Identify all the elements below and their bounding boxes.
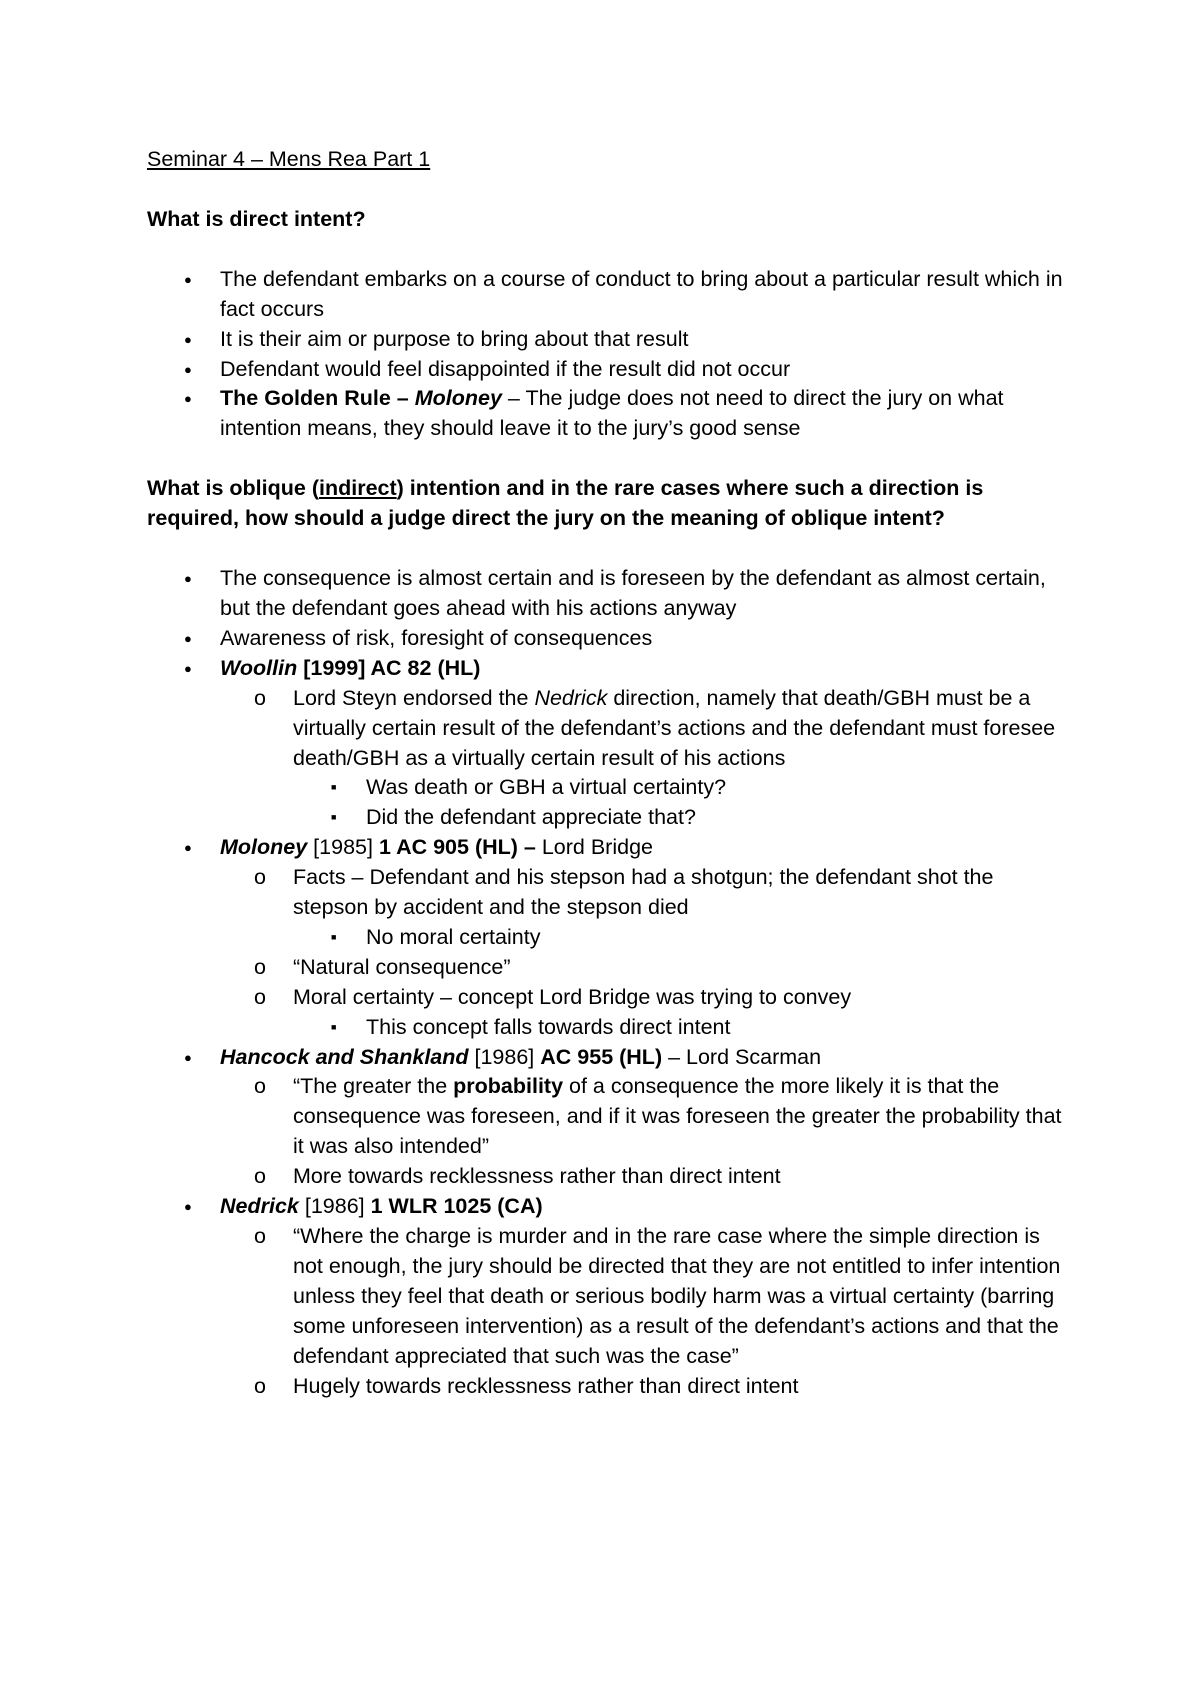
golden-rule-text: – The judge does not need to direct the jury on what intention means, they should leave it to the jury’s good sense — [220, 386, 1004, 441]
sub-item-text: direction, namely that death/GBH must be a virtually certain result of the defendant’s actions and the defendant must foresee death/GBH as a virtually certain result of his actions — [293, 685, 1056, 770]
question-underlined-word: indirect — [319, 476, 397, 501]
sub-item-text: “The greater the — [293, 1074, 454, 1099]
list-item: ● Awareness of risk, foresight of consequences — [147, 624, 1067, 654]
case-citation: [1986] — [468, 1044, 541, 1069]
case-name: Nedrick — [534, 685, 608, 710]
point-item: ■ Did the defendant appreciate that? — [293, 803, 1067, 833]
sub-list — [220, 1222, 1067, 1401]
sub-item-text: Facts – Defendant and his stepson had a shotgun; the defendant shot the stepson by accident and the stepson died — [293, 865, 994, 920]
case-name: Moloney — [220, 835, 308, 860]
sub-list — [220, 1072, 1067, 1192]
sub-item — [220, 684, 1067, 834]
document-page — [147, 145, 1067, 1401]
list-item: ● The defendant embarks on a course of conduct to bring about a particular result which in fact occurs — [147, 265, 1067, 325]
list-item: ● The consequence is almost certain and is foreseen by the defendant as almost certain, but the defendant goes ahead with his actions anyway — [147, 564, 1067, 624]
sub-item-text: Lord Steyn endorsed the — [293, 685, 535, 710]
list-item: ● It is their aim or purpose to bring about that result — [147, 325, 1067, 355]
list-item: ● Defendant would feel disappointed if the result did not occur — [147, 355, 1067, 385]
sub-list — [220, 863, 1067, 1042]
case-moloney — [147, 833, 1067, 1042]
point-list — [293, 1013, 1067, 1043]
sub-item: o More towards recklessness rather than direct intent — [220, 1162, 1067, 1192]
question-text: What is oblique ( — [147, 476, 319, 501]
case-hancock-shankland — [147, 1043, 1067, 1193]
point-list — [293, 923, 1067, 953]
point-list — [293, 773, 1067, 833]
case-citation: [1986] — [298, 1194, 371, 1219]
case-name: Woollin — [220, 655, 298, 680]
case-citation: AC 955 (HL) — [540, 1044, 663, 1069]
question-oblique-intent — [147, 474, 1067, 534]
point-item: ■ Was death or GBH a virtual certainty? — [293, 773, 1067, 803]
point-item: ■ This concept falls towards direct intent — [293, 1013, 1067, 1043]
case-citation: 1 AC 905 (HL) – — [378, 835, 536, 860]
sub-item — [220, 983, 1067, 1043]
sub-item-text: of a consequence the more likely it is that the consequence was foreseen, and if it was foreseen the greater the probability that it was also intended” — [293, 1074, 1062, 1159]
case-citation: [1985] — [307, 835, 379, 860]
question-direct-intent: What is direct intent? — [147, 206, 366, 231]
list-item-golden-rule — [147, 384, 1067, 444]
case-citation: 1 WLR 1025 (CA) — [370, 1194, 543, 1219]
case-nedrick — [147, 1192, 1067, 1401]
sub-item — [220, 863, 1067, 953]
case-name: Moloney — [414, 386, 502, 411]
sub-item: o “Natural consequence” — [220, 953, 1067, 983]
case-judge: – Lord Scarman — [662, 1044, 822, 1069]
sub-item: o “Where the charge is murder and in the rare case where the simple direction is not enough, the jury should be directed that they are not entitled to infer intention unless they feel that death or serious bodily harm was a virtual certainty (barring some unforeseen intervention) as a result of the defendant’s actions and that the defendant appreciated that such was the case” — [220, 1222, 1067, 1372]
golden-rule-label: The Golden Rule – — [220, 386, 415, 411]
point-item: ■ No moral certainty — [293, 923, 1067, 953]
direct-intent-list — [147, 265, 1067, 444]
case-judge: Lord Bridge — [535, 835, 653, 860]
document-title: Seminar 4 – Mens Rea Part 1 — [147, 147, 431, 171]
sub-item — [220, 1072, 1067, 1162]
case-woollin — [147, 654, 1067, 833]
sub-list — [220, 684, 1067, 834]
sub-item: o Hugely towards recklessness rather than direct intent — [220, 1372, 1067, 1402]
oblique-intent-list — [147, 564, 1067, 1401]
sub-item-text: Moral certainty – concept Lord Bridge was trying to convey — [293, 984, 852, 1009]
case-citation: [1999] AC 82 (HL) — [297, 655, 481, 680]
emphasis: probability — [453, 1074, 564, 1099]
question-text: ) intention and in the rare cases where such a direction is required, how should a judge direct the jury on the meaning of oblique intent? — [147, 476, 984, 531]
case-name: Hancock and Shankland — [220, 1044, 469, 1069]
case-name: Nedrick — [220, 1194, 299, 1219]
